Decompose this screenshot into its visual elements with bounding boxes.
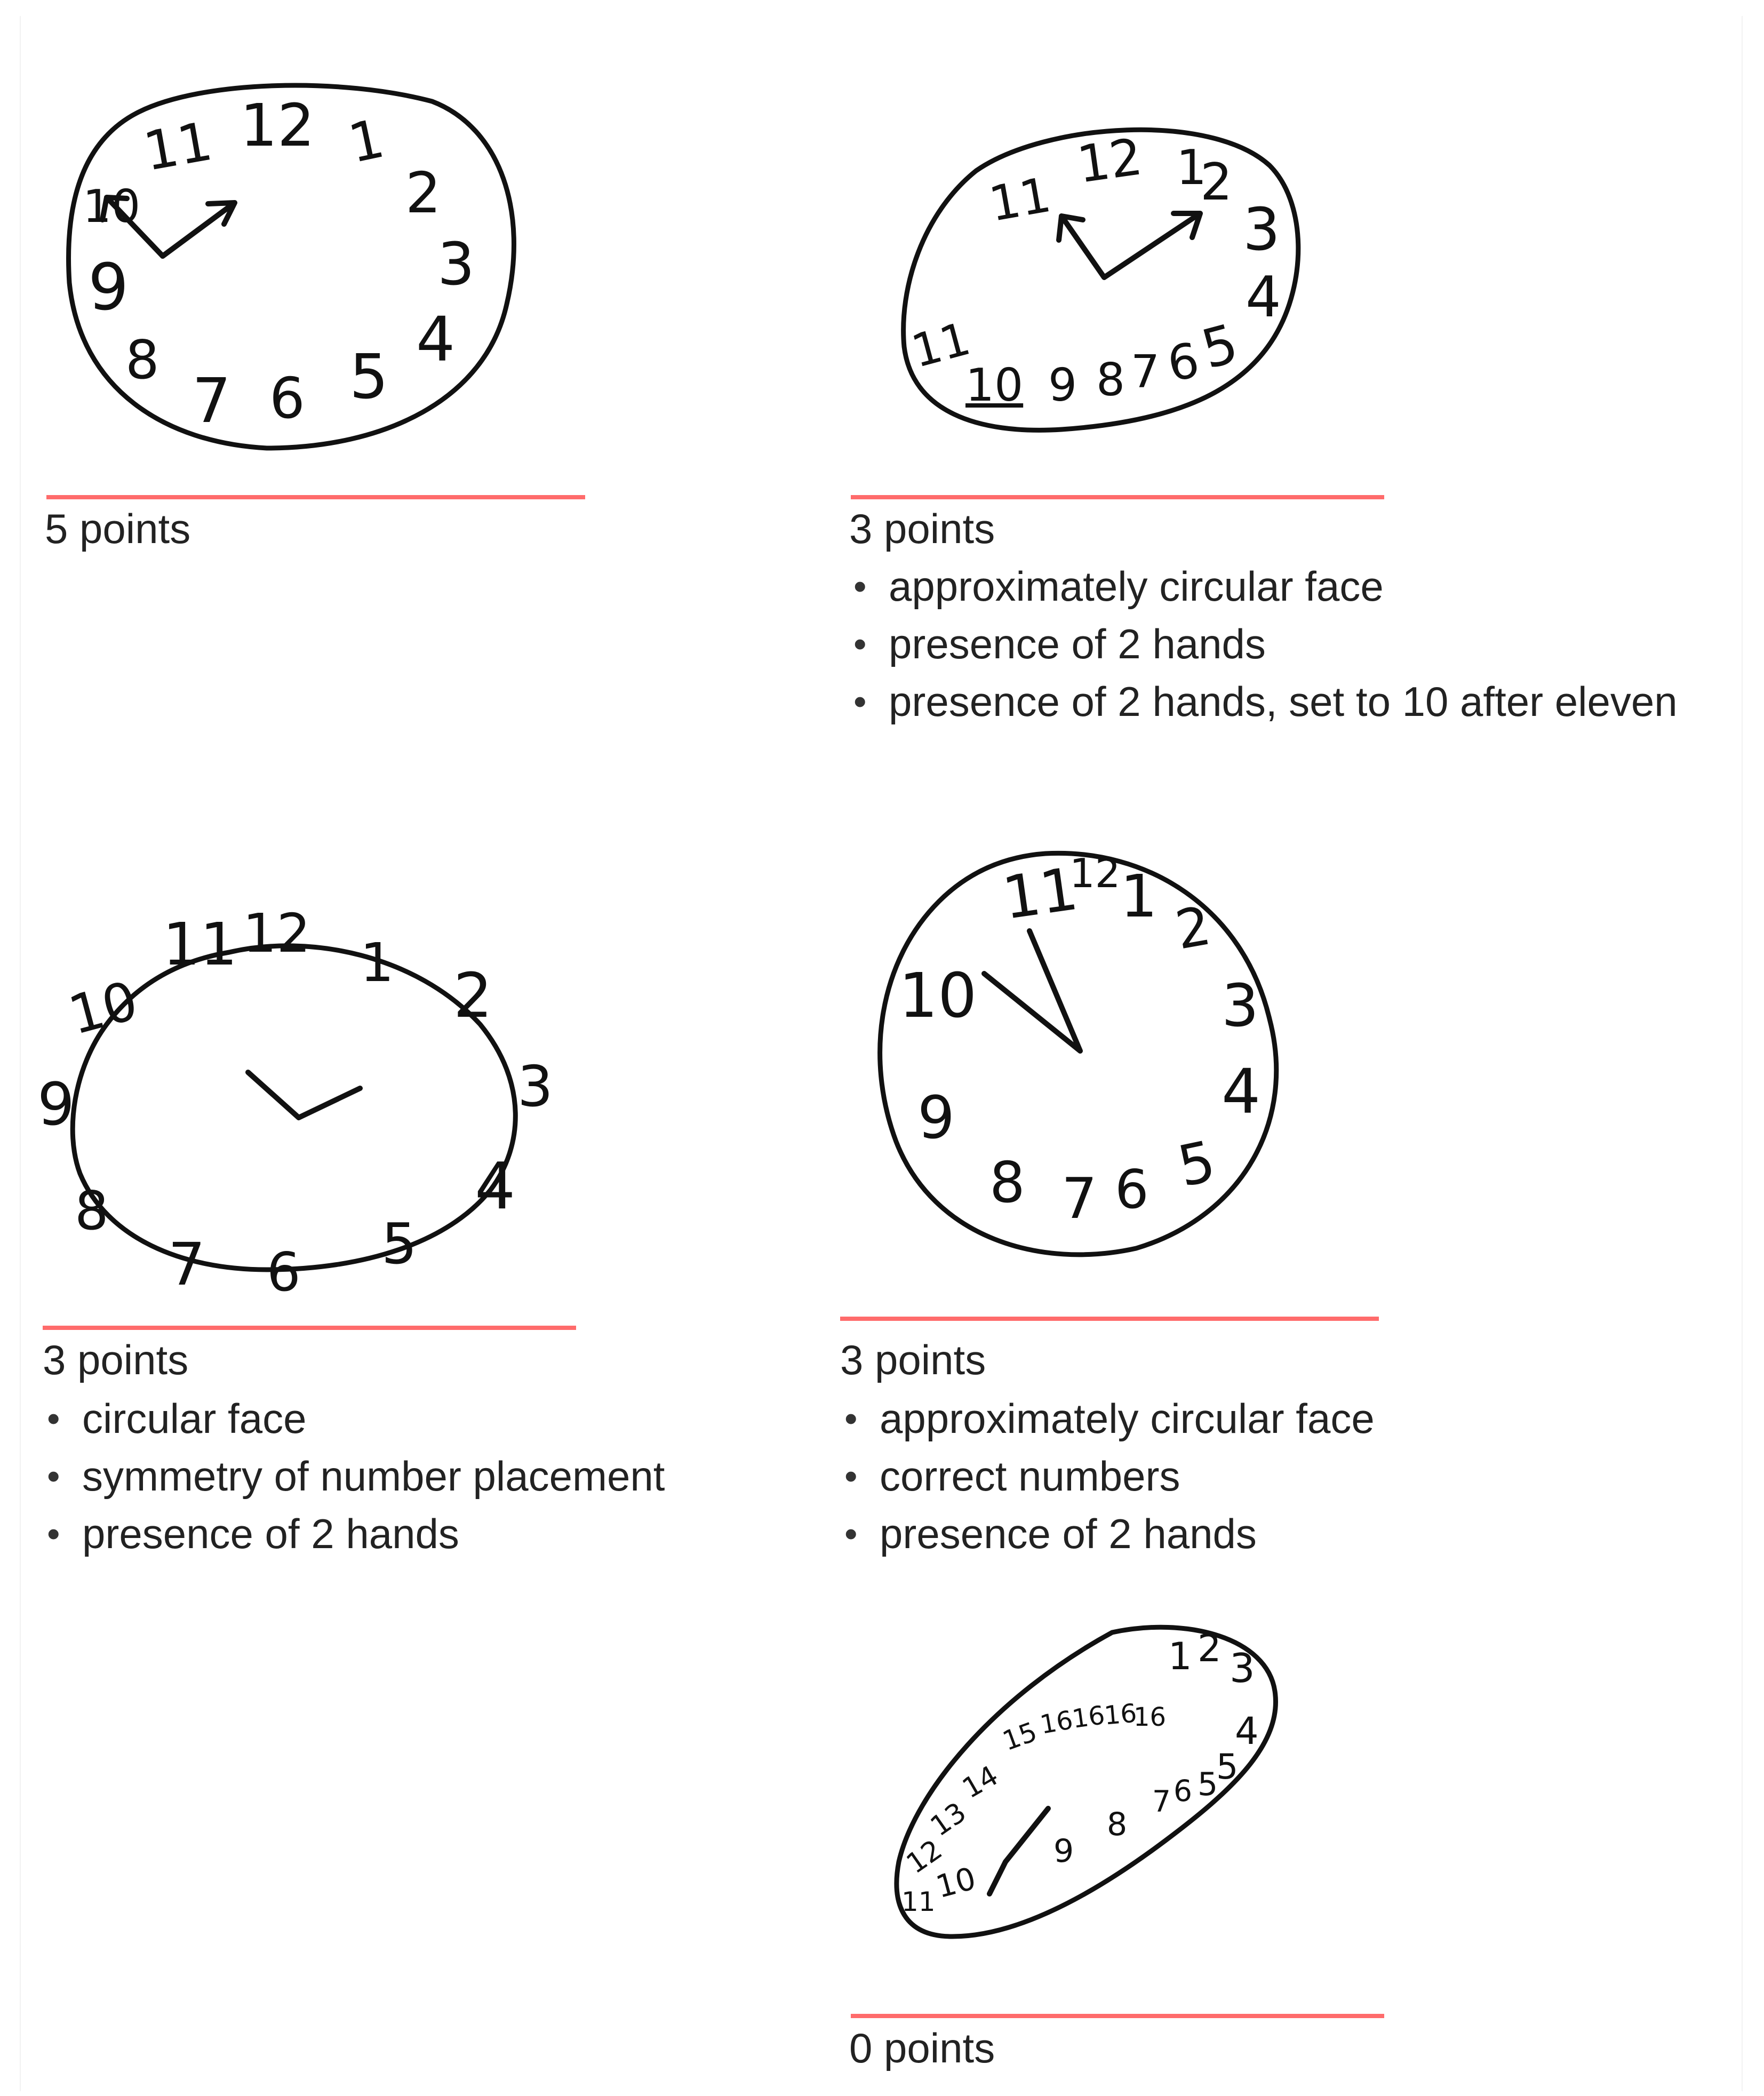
- clock-number: 12: [1069, 850, 1121, 897]
- clock-number: 15: [999, 1716, 1041, 1757]
- clock-number: 10: [899, 960, 977, 1032]
- clock-number: 7: [1061, 1166, 1097, 1231]
- clock-number: 8: [1096, 354, 1126, 407]
- score-divider: [840, 1317, 1379, 1321]
- clock-number: 2: [1198, 1627, 1222, 1670]
- score-divider: [851, 2014, 1384, 2018]
- clock-number: 7: [168, 1230, 205, 1298]
- clock-number: 3: [517, 1054, 553, 1119]
- clock-drawing-0-points: [888, 1616, 1294, 1947]
- score-label: 3 points: [840, 1336, 986, 1383]
- clock-number: 3: [1243, 195, 1280, 264]
- criteria-item: • presence of 2 hands: [840, 1513, 1375, 1571]
- clock-number: 2: [1200, 153, 1233, 212]
- clock-number: 5: [1172, 1128, 1221, 1200]
- clock-number: 1: [1176, 140, 1207, 196]
- criteria-item: • symmetry of number placement: [43, 1455, 665, 1513]
- clock-number: 10: [83, 180, 141, 233]
- clock-number: 4: [416, 304, 456, 376]
- clock-number: 9: [1048, 359, 1077, 412]
- criteria-item: • circular face: [43, 1398, 665, 1455]
- score-divider: [851, 495, 1384, 499]
- clock-number: 5: [1198, 1766, 1218, 1803]
- clock-number: 12: [1073, 127, 1146, 195]
- clock-number: 4: [1235, 1709, 1259, 1753]
- clock-number: 12: [900, 1834, 948, 1880]
- clock-number: 10: [965, 359, 1024, 412]
- clock-number: 8: [1107, 1806, 1128, 1843]
- clock-number: 4: [1246, 265, 1281, 330]
- clock-number: 11: [985, 166, 1055, 233]
- criteria-list: [849, 565, 1678, 738]
- clock-number: 5: [349, 341, 389, 413]
- clock-drawing-3-points-a: [901, 123, 1307, 437]
- clock-number: 1: [1120, 862, 1158, 930]
- clock-number: 11: [998, 854, 1082, 933]
- clock-number: 10: [932, 1860, 980, 1906]
- criteria-item: • presence of 2 hands, set to 10 after eleven: [849, 681, 1678, 738]
- clock-number: 10: [62, 969, 145, 1047]
- clock-number: 3: [437, 230, 475, 298]
- clock-number: 11: [139, 109, 217, 184]
- clock-number: 12: [240, 91, 315, 160]
- clock-number: 16: [1134, 1702, 1167, 1732]
- criteria-item: • presence of 2 hands: [43, 1513, 665, 1571]
- clock-number: 5: [1195, 312, 1244, 381]
- clock-number: 8: [125, 329, 159, 391]
- clock-number: 3: [1222, 971, 1259, 1040]
- clock-number: 9: [88, 251, 129, 325]
- clock-drawing-3-points-b: [32, 902, 565, 1312]
- clock-number: 2: [1171, 894, 1216, 962]
- clock-number: 9: [917, 1083, 955, 1152]
- clock-number: 6: [1115, 1158, 1149, 1221]
- score-label: 5 points: [45, 505, 191, 552]
- clock-number: 13: [924, 1796, 972, 1843]
- clock-number: 8: [989, 1150, 1025, 1215]
- clock-number: 6: [1163, 332, 1203, 393]
- clock-number: 16: [1103, 1698, 1138, 1731]
- clock-number: 1: [343, 107, 389, 176]
- clock-number: 11: [901, 1886, 936, 1917]
- clock-number: 11: [906, 312, 976, 379]
- clock-number: 2: [453, 960, 493, 1032]
- criteria-item: • correct numbers: [840, 1455, 1375, 1513]
- clock-number: 2: [405, 161, 441, 226]
- criteria-item: • approximately circular face: [849, 565, 1678, 623]
- clock-number: 4: [475, 1150, 516, 1224]
- clock-number: 11: [163, 910, 237, 978]
- score-divider: [43, 1326, 576, 1330]
- score-divider: [46, 495, 585, 499]
- clock-number: 16: [1037, 1705, 1075, 1740]
- clock-number: 14: [957, 1759, 1004, 1805]
- clock-number: 12: [243, 902, 311, 965]
- clock-number: 9: [1053, 1832, 1074, 1870]
- clock-number: 7: [1131, 346, 1160, 399]
- criteria-list: [43, 1395, 665, 1571]
- score-label: 0 points: [849, 2025, 995, 2071]
- clock-number: 1: [1168, 1635, 1192, 1678]
- clock-number: 6: [269, 366, 305, 431]
- clock-number: 7: [1152, 1784, 1171, 1819]
- clock-number: 6: [267, 1241, 301, 1303]
- clock-drawing-5-points: [64, 80, 533, 453]
- score-label: 3 points: [849, 505, 995, 552]
- clock-number: 4: [1222, 1056, 1261, 1128]
- clock-number: 5: [1216, 1747, 1239, 1787]
- clock-number: 7: [192, 365, 232, 437]
- clock-number: 1: [360, 931, 394, 994]
- clock-number: 3: [1230, 1645, 1255, 1692]
- clock-drawing-3-points-c: [869, 843, 1296, 1264]
- criteria-item: • presence of 2 hands: [849, 623, 1678, 681]
- criteria-item: • approximately circular face: [840, 1398, 1375, 1455]
- score-label: 3 points: [43, 1336, 189, 1383]
- clock-number: 16: [1070, 1700, 1107, 1734]
- clock-number: 8: [75, 1180, 109, 1242]
- clock-number: 5: [381, 1212, 417, 1277]
- clock-number: 9: [37, 1070, 75, 1138]
- clock-number: 6: [1174, 1774, 1192, 1808]
- criteria-list: [840, 1395, 1375, 1571]
